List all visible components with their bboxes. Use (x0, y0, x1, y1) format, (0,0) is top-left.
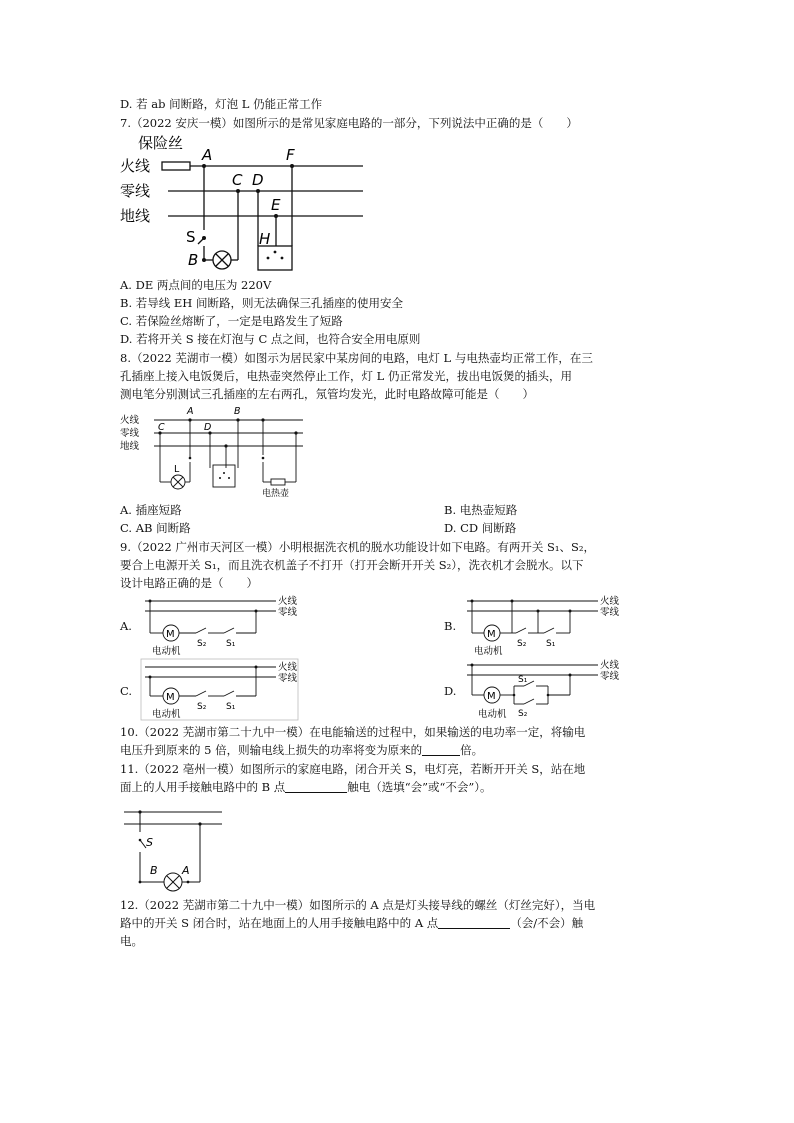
q12-line-2 (120, 915, 583, 931)
q8-stem-2: 孔插座上接入电饭煲后，电热壶突然停止工作，灯 L 仍正常发光，拔出电饭煲的插头，用 (120, 369, 572, 383)
q9c-s1-label: S₁ (226, 702, 236, 712)
q9-stem-3: 设计电路正确的是（ ） (120, 576, 258, 590)
q9a-neutral-label: 零线 (278, 607, 298, 618)
q9b-s1-label: S₁ (546, 639, 556, 649)
q9b-s2-label: S₂ (517, 639, 527, 649)
q9b-circuit (462, 594, 632, 660)
q9d-neutral-label: 零线 (600, 671, 620, 682)
q7-option-b: B. 若导线 EH 间断路，则无法确保三孔插座的使用安全 (120, 296, 403, 310)
q7-switch-s: S (186, 228, 196, 246)
q10-line-1: 10.（2022 芜湖市第二十九中一模）在电能输送的过程中，如果输送的电功率一定，将输电 (120, 725, 586, 739)
q9c-circuit (140, 658, 310, 722)
q11-line-2 (120, 779, 492, 795)
q7-option-d: D. 若将开关 S 接在灯泡与 C 点之间，也符合安全用电原则 (120, 332, 421, 346)
q8-ground-label: 地线 (120, 441, 140, 452)
q11-figure (118, 800, 228, 896)
q7-stem: 7.（2022 安庆一模）如图所示的是常见家庭电路的一部分，下列说法中正确的是（ ） (120, 116, 578, 130)
q8-neutral-label: 零线 (120, 428, 140, 439)
q11-line-2a: 面上的人用手接触电路中的 B 点 (120, 780, 286, 794)
q8-stem-1: 8.（2022 芜湖市一模）如图示为居民家中某房间的电路，电灯 L 与电热壶均正常工作，在三 (120, 351, 593, 365)
q7-point-e: E (271, 196, 281, 214)
q9b-neutral-label: 零线 (600, 607, 620, 618)
q9d-motor-m: M (487, 691, 496, 702)
q8-option-c: C. AB 间断路 (120, 521, 191, 535)
q11-switch-s: S (146, 836, 153, 849)
q9a-live-label: 火线 (278, 596, 298, 607)
q7-fuse-label: 保险丝 (138, 134, 184, 152)
q9c-motor-m: M (166, 692, 175, 703)
q10-line-2 (120, 742, 483, 758)
q7-point-a: A (202, 146, 213, 164)
q7-point-c: C (232, 171, 243, 189)
q12-line-3: 电。 (120, 934, 143, 948)
q8-kettle-label: 电热壶 (262, 489, 290, 499)
q9-option-a: A. (120, 619, 132, 633)
q11-line-2b: 触电（选填“会”或“不会”）。 (347, 780, 492, 794)
q8-stem-3: 测电笔分别测试三孔插座的左右两孔，氖管均发光，此时电路故障可能是（ ） (120, 387, 534, 401)
q9-stem-2: 要合上电源开关 S₁，而且洗衣机盖子不打开（打开会断开开关 S₂），洗衣机才会脱水。以下 (120, 558, 584, 572)
q9d-s1-label: S₁ (518, 675, 528, 685)
q7-live-label: 火线 (120, 157, 151, 175)
q10-line-2b: 倍。 (460, 743, 484, 757)
q9b-motor-label: 电动机 (474, 646, 503, 657)
q11-answer-blank[interactable] (285, 780, 347, 793)
q6-option-d: D. 若 ab 间断路，灯泡 L 仍能正常工作 (120, 97, 323, 111)
q7-option-a: A. DE 两点间的电压为 220V (120, 278, 272, 292)
q7-point-h: H (259, 230, 271, 248)
q9a-circuit (140, 594, 310, 660)
q8-point-d: D (204, 422, 212, 433)
q7-neutral-label: 零线 (120, 182, 151, 200)
q8-point-b: B (234, 406, 241, 417)
q9-stem-1: 9.（2022 广州市天河区一模）小明根据洗衣机的脱水功能设计如下电路。有两开关 S₁、S₂， (120, 540, 596, 554)
q8-option-a: A. 插座短路 (120, 503, 182, 517)
q12-answer-blank[interactable] (438, 916, 510, 929)
q9-option-b: B. (444, 619, 457, 633)
q9a-s2-label: S₂ (197, 639, 207, 649)
q8-live-label: 火线 (120, 415, 140, 426)
q9a-s1-label: S₁ (226, 639, 236, 649)
q7-point-f: F (286, 146, 295, 164)
q9-option-c: C. (120, 684, 133, 698)
q9c-live-label: 火线 (278, 662, 298, 673)
q7-point-b: B (188, 251, 199, 269)
q9c-s2-label: S₂ (197, 702, 207, 712)
q12-line-1: 12.（2022 芜湖市第二十九中一模）如图所示的 A 点是灯头接导线的螺丝（灯丝完好），当电 (120, 898, 596, 912)
q9a-motor-label: 电动机 (152, 646, 181, 657)
q7-figure (118, 134, 368, 274)
q12-line-2b: （会/不会）触 (510, 916, 584, 930)
q7-option-c: C. 若保险丝熔断了，一定是电路发生了短路 (120, 314, 343, 328)
q12-line-2a: 路中的开关 S 闭合时，站在地面上的人用手接触电路中的 A 点 (120, 916, 439, 930)
q10-answer-blank[interactable] (422, 743, 460, 756)
q8-figure (118, 402, 318, 500)
q9a-motor-m: M (166, 629, 175, 640)
q7-point-d: D (252, 171, 264, 189)
q8-option-d: D. CD 间断路 (444, 521, 517, 535)
q9b-motor-m: M (487, 629, 496, 640)
q9c-neutral-label: 零线 (278, 673, 298, 684)
q9-option-d: D. (444, 684, 457, 698)
q8-lamp-l: L (174, 464, 180, 475)
q10-line-2a: 电压升到原来的 5 倍，则输电线上损失的功率将变为原来的 (120, 743, 423, 757)
q9d-circuit (462, 656, 632, 722)
q8-option-b: B. 电热壶短路 (444, 503, 518, 517)
q9d-motor-label: 电动机 (478, 709, 507, 720)
q11-line-1: 11.（2022 亳州一模）如图所示的家庭电路，闭合开关 S，电灯亮，若断开开关 S，站在地 (120, 762, 586, 776)
q9b-live-label: 火线 (600, 596, 620, 607)
q8-point-a: A (187, 406, 194, 417)
q8-point-c: C (158, 422, 165, 433)
q9d-s2-label: S₂ (518, 709, 528, 719)
q7-ground-label: 地线 (120, 207, 151, 225)
q9c-motor-label: 电动机 (152, 709, 181, 720)
q9d-live-label: 火线 (600, 660, 620, 671)
q11-point-a: A (182, 864, 190, 877)
q11-point-b: B (150, 864, 158, 877)
